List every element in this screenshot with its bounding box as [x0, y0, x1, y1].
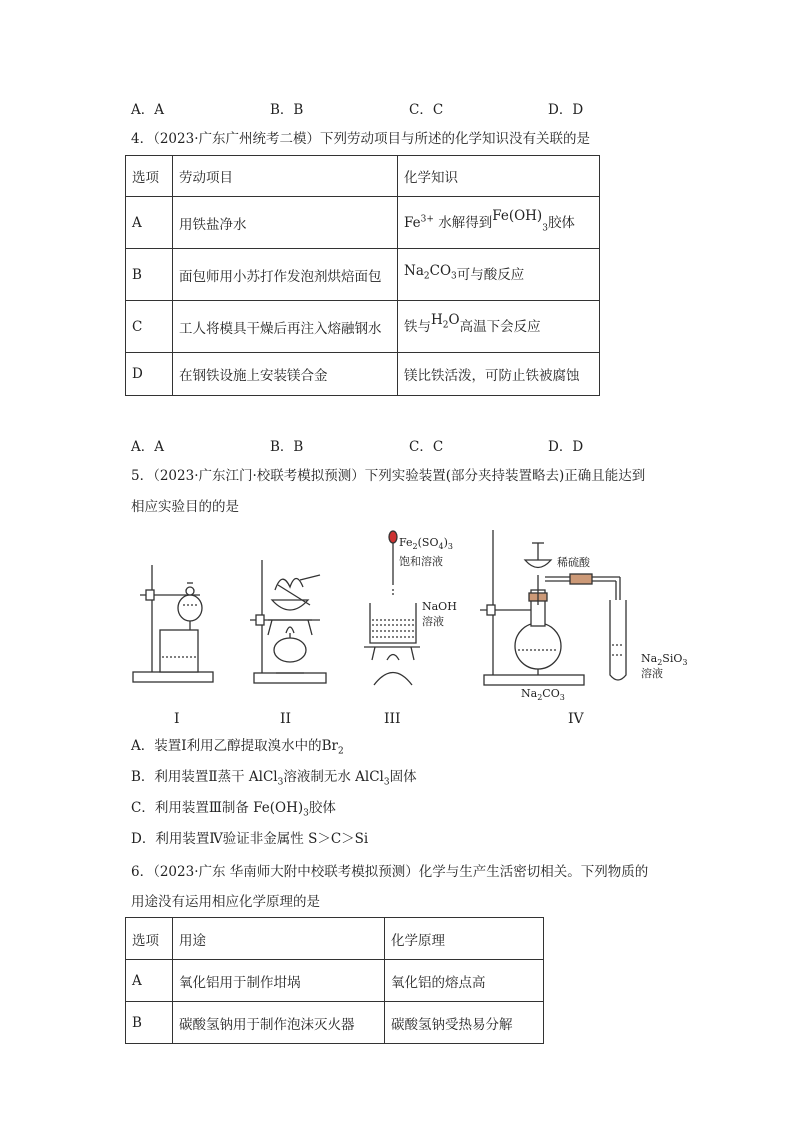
q4-row-d-option: D — [126, 353, 173, 396]
table-row — [126, 353, 600, 396]
q4-row-d-item: 在钢铁设施上安装镁合金 — [173, 353, 398, 396]
apparatus-iv — [480, 530, 626, 685]
q4-option-b: B．B — [270, 439, 304, 455]
q6-row-b-use: 碳酸氢钠用于制作泡沫灭火器 — [173, 1002, 385, 1044]
svg-text:Fe2(SO4)3: $Fe_2(SO_4)_3$ — [399, 536, 453, 551]
q4-stem: 4．（2023·广东广州统考二模）下列劳动项目与所述的化学知识没有关联的是 — [131, 131, 590, 147]
q4-table — [125, 155, 600, 396]
naoh-solution-label: 溶液 — [422, 615, 444, 628]
q6-table — [125, 917, 544, 1044]
q5-stem-line1: 5．（2023·广东江门·校联考模拟预测）下列实验装置(部分夹持装置略去)正确且能达到 — [131, 468, 646, 484]
q4-header-option: 选项 — [126, 156, 173, 197]
q6-row-a-use: 氧化铝用于制作坩埚 — [173, 960, 385, 1002]
q5-option-d: D．利用装置Ⅳ验证非金属性 S＞C＞Si — [131, 831, 369, 847]
q3-option-b: B．B — [270, 102, 304, 118]
table-row — [126, 249, 600, 301]
q6-stem-line1: 6．（2023·广东 华南师大附中校联考模拟预测）化学与生产生活密切相关。下列物质的 — [131, 864, 649, 880]
q4-row-c-option: C — [126, 301, 173, 353]
q4-row-a-item: 用铁盐净水 — [173, 197, 398, 249]
q4-row-c-item: 工人将模具干燥后再注入熔融钢水 — [173, 301, 398, 353]
figure-label-ii: II — [280, 711, 292, 725]
q4-row-b-option: B — [126, 249, 173, 301]
q5-option-b: B．利用装置Ⅱ蒸干 AlCl$_3$溶液制无水 AlCl$_3$固体 — [131, 769, 417, 788]
q4-header-item: 劳动项目 — [173, 156, 398, 197]
q3-option-c: C．C — [409, 102, 444, 118]
q4-row-a-option: A — [126, 197, 173, 249]
figure-label-iii: III — [384, 711, 401, 725]
q5-option-a: A．装置Ⅰ利用乙醇提取溴水中的$Br_2$ — [131, 738, 344, 757]
q3-option-a: A．A — [131, 102, 164, 118]
na2sio3-solution-label: 溶液 — [641, 667, 663, 680]
q6-row-a-principle: 氧化铝的熔点高 — [385, 960, 544, 1002]
q6-row-b-principle: 碳酸氢钠受热易分解 — [385, 1002, 544, 1044]
q6-header-option: 选项 — [126, 918, 173, 960]
q6-row-b-option: B — [126, 1002, 173, 1044]
q6-header-principle: 化学原理 — [385, 918, 544, 960]
svg-text:Na2CO3: $Na_2CO_3$ — [521, 687, 565, 702]
q5-apparatus-figure — [0, 525, 794, 725]
q4-row-c-knowledge: 铁与$H_2O$高温下会反应 — [398, 301, 600, 353]
apparatus-i — [133, 565, 213, 682]
dilute-sulfuric-acid-label: 稀硫酸 — [557, 556, 590, 569]
table-row — [126, 960, 544, 1002]
table-row — [126, 197, 600, 249]
figure-label-iv: IV — [568, 711, 584, 725]
q4-row-a-knowledge: $Fe^{3+}$ 水解得到$Fe(OH)_3$胶体 — [398, 197, 600, 249]
figure-label-i: I — [174, 711, 180, 725]
q4-option-d: D．D — [548, 439, 584, 455]
q4-options — [131, 435, 651, 455]
q6-stem-line2: 用途没有运用相应化学原理的是 — [131, 894, 320, 910]
svg-text:Na2SiO3: $Na_2SiO_3$ — [641, 652, 688, 667]
q6-header-use: 用途 — [173, 918, 385, 960]
q4-row-d-knowledge: 镁比铁活泼，可防止铁被腐蚀 — [398, 353, 600, 396]
q4-option-c: C．C — [409, 439, 444, 455]
fe-saturated-label: 饱和溶液 — [399, 555, 443, 568]
q4-option-a: A．A — [131, 439, 164, 455]
q3-options — [131, 98, 651, 118]
apparatus-ii — [250, 560, 326, 683]
q4-header-knowledge: 化学知识 — [398, 156, 600, 197]
q6-row-a-option: A — [126, 960, 173, 1002]
q5-stem-line2: 相应实验目的的是 — [131, 499, 239, 515]
table-row — [126, 1002, 544, 1044]
q5-option-c: C．利用装置Ⅲ制备 $Fe(OH)_3$胶体 — [131, 800, 336, 819]
naoh-label: NaOH — [422, 600, 457, 613]
table-row — [126, 301, 600, 353]
q4-row-b-item: 面包师用小苏打作发泡剂烘焙面包 — [173, 249, 398, 301]
q3-option-d: D．D — [548, 102, 584, 118]
q4-row-b-knowledge: $Na_2CO_3$可与酸反应 — [398, 249, 600, 301]
